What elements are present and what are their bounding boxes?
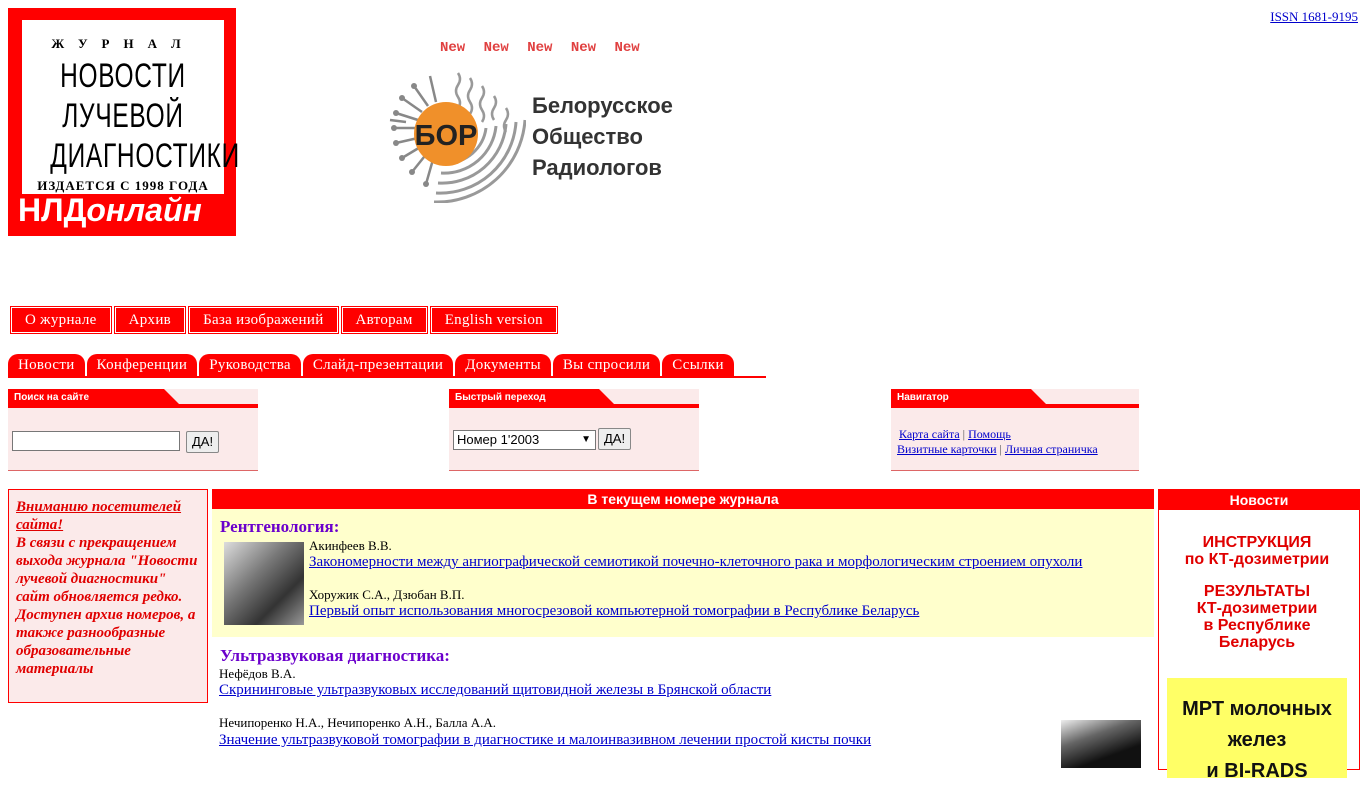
logo-online-abbr: НЛД xyxy=(18,192,87,228)
new-label: New xyxy=(440,40,466,56)
article-link[interactable]: Закономерности между ангиографической семиотикой почечно-клеточного рака и морфологическим строением опухоли xyxy=(309,554,1083,570)
new-label: New xyxy=(570,40,597,56)
angiogram-image[interactable] xyxy=(224,542,304,625)
bor-name xyxy=(532,90,673,183)
logo-line-2: ЛУЧЕВОЙ xyxy=(62,97,184,135)
issue-select-value: Номер 1'2003 xyxy=(457,432,540,447)
bor-line-2: Общество xyxy=(532,124,643,149)
search-input[interactable] xyxy=(12,431,180,451)
tab-news[interactable]: Новости xyxy=(8,354,85,376)
quick-jump-button[interactable]: ДА! xyxy=(598,428,631,450)
article-author: Нефёдов В.А. xyxy=(219,666,296,681)
main-menu xyxy=(11,307,557,333)
current-issue-panel xyxy=(212,489,1154,768)
ad-line: КТ-дозиметрии xyxy=(1196,600,1318,617)
tab-conferences[interactable]: Конференции xyxy=(87,354,198,376)
ad-line: Беларусь xyxy=(1218,634,1296,651)
new-labels xyxy=(440,40,640,56)
search-box xyxy=(8,389,258,471)
mri-breast-banner[interactable] xyxy=(1167,678,1347,782)
logo-online-word: онлайн xyxy=(86,192,202,228)
search-title: Поиск на сайте xyxy=(8,389,164,404)
ad-line: МРТ молочных xyxy=(1182,698,1332,720)
tabs-menu xyxy=(8,354,766,378)
link-separator: | xyxy=(962,427,966,441)
logo-zhurnal: ЖУРНАЛ xyxy=(51,36,195,51)
ct-dosimetry-banner[interactable] xyxy=(1167,518,1347,662)
link-business-cards[interactable]: Визитные карточки xyxy=(897,442,997,456)
bor-line-1: Белорусское xyxy=(532,93,673,118)
article-link[interactable]: Скрининговые ультразвуковых исследований щитовидной железы в Брянской области xyxy=(219,682,772,698)
logo-line-3: ДИАГНОСТИКИ xyxy=(50,137,240,175)
logo-since: ИЗДАЕТСЯ С 1998 ГОДА xyxy=(37,178,209,193)
link-help[interactable]: Помощь xyxy=(968,427,1011,441)
chevron-down-icon: ▼ xyxy=(581,434,591,445)
ad-line: РЕЗУЛЬТАТЫ xyxy=(1203,583,1311,600)
section-xray xyxy=(212,509,1154,637)
quick-title: Быстрый переход xyxy=(449,389,599,404)
section-title: Ультразвуковая диагностика: xyxy=(220,646,450,665)
bor-line-3: Радиологов xyxy=(532,155,662,180)
notice-body: В связи с прекращением выхода журнала "Новости лучевой диагностики" сайт обновляется редко. Доступен архив номеров, а также разнообразные образовательные материалы xyxy=(16,535,198,677)
news-panel xyxy=(1158,489,1360,782)
new-label: New xyxy=(527,40,553,56)
current-issue-title: В текущем номере журнала xyxy=(212,489,1154,509)
menu-image-base[interactable]: База изображений xyxy=(189,307,337,333)
ad-line: по КТ-дозиметрии xyxy=(1184,551,1330,568)
ad-line: и BI-RADS xyxy=(1206,760,1308,782)
journal-logo[interactable] xyxy=(8,8,240,236)
tab-guides[interactable]: Руководства xyxy=(199,354,301,376)
bor-logo[interactable] xyxy=(386,68,696,203)
link-site-map[interactable]: Карта сайта xyxy=(899,427,960,441)
new-label: New xyxy=(483,40,509,56)
news-title: Новости xyxy=(1159,490,1359,510)
notice-box xyxy=(8,489,208,703)
search-button[interactable]: ДА! xyxy=(186,431,219,453)
bor-abbr: БОР xyxy=(414,120,478,152)
navigator-title: Навигатор xyxy=(891,389,1031,404)
navigator-links xyxy=(897,427,1098,457)
menu-english[interactable]: English version xyxy=(431,307,557,333)
article-author: Акинфеев В.В. xyxy=(309,538,392,553)
new-label: New xyxy=(614,40,640,56)
menu-archive[interactable]: Архив xyxy=(115,307,185,333)
logo-inner xyxy=(22,20,240,194)
bor-emblem-icon xyxy=(386,68,526,203)
link-separator: | xyxy=(999,442,1002,456)
article-author: Хоружик С.А., Дзюбан В.П. xyxy=(309,587,465,602)
article-author: Нечипоренко Н.А., Нечипоренко А.Н., Балла А.А. xyxy=(219,715,497,730)
menu-authors[interactable]: Авторам xyxy=(342,307,427,333)
logo-online xyxy=(18,192,202,228)
navigator-box xyxy=(891,389,1139,471)
tab-links[interactable]: Ссылки xyxy=(662,354,734,376)
ad-line: желез xyxy=(1227,729,1287,751)
ad-line: в Республике xyxy=(1203,617,1311,634)
menu-about[interactable]: О журнале xyxy=(11,307,111,333)
ad-line: ИНСТРУКЦИЯ xyxy=(1202,534,1312,551)
issn-link[interactable]: ISSN 1681-9195 xyxy=(1270,9,1358,24)
tab-documents[interactable]: Документы xyxy=(455,354,551,376)
logo-line-1: НОВОСТИ xyxy=(60,57,186,95)
tab-slides[interactable]: Слайд-презентации xyxy=(303,354,453,376)
ultrasound-image[interactable] xyxy=(1061,720,1141,768)
article-link[interactable]: Значение ультразвуковой томографии в диагностике и малоинвазивном лечении простой кисты почки xyxy=(219,732,872,748)
section-title: Рентгенология: xyxy=(220,517,340,536)
link-personal-page[interactable]: Личная страничка xyxy=(1004,442,1098,456)
tab-you-asked[interactable]: Вы спросили xyxy=(553,354,660,376)
issue-select[interactable] xyxy=(453,430,596,450)
notice-heading[interactable]: Вниманию посетителей сайта! xyxy=(16,499,182,533)
article-link[interactable]: Первый опыт использования многосрезовой компьютерной томографии в Республике Беларусь xyxy=(309,603,920,619)
quick-jump-box xyxy=(449,389,699,471)
